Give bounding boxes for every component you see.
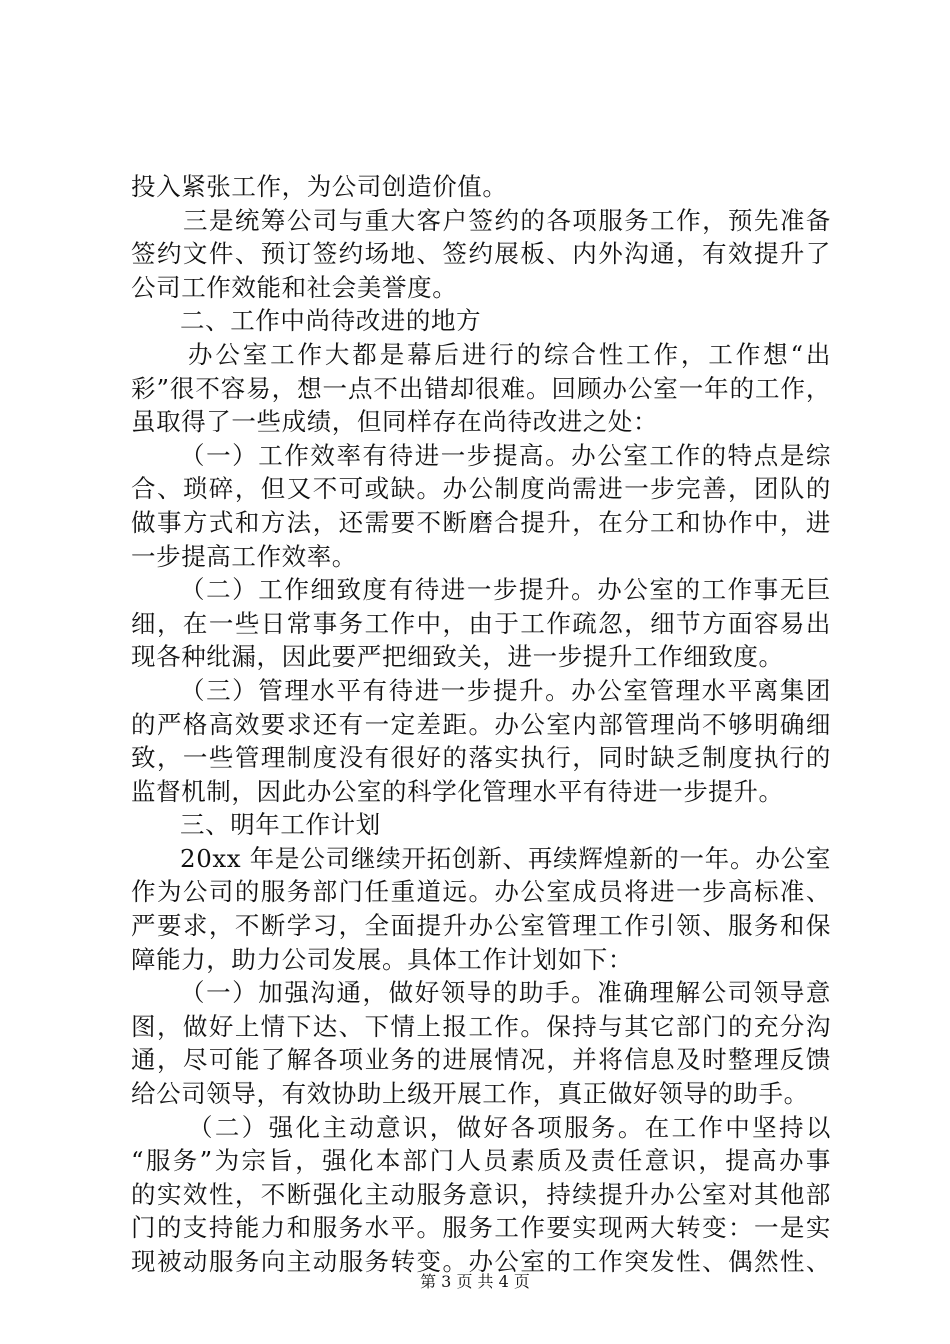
- text-line: 现被动服务向主动服务转变。办公室的工作突发性、偶然性、: [131, 1247, 831, 1276]
- text-line: 做事方式和方法，还需要不断磨合提升，在分工和协作中，进: [131, 507, 831, 537]
- text-line: 严要求，不断学习，全面提升办公室管理工作引领、服务和保: [131, 911, 831, 941]
- text-line: 通，尽可能了解各项业务的进展情况，并将信息及时整理反馈: [131, 1045, 831, 1075]
- text-line: 办公室工作大都是幕后进行的综合性工作，工作想“出: [188, 339, 831, 369]
- text-line: 障能力，助力公司发展。具体工作计划如下：: [131, 944, 633, 974]
- text-line: “服务”为宗旨，强化本部门人员素质及责任意识，提高办事: [131, 1146, 831, 1176]
- page-footer: [0, 1272, 950, 1292]
- text-line: （一）工作效率有待进一步提高。办公室工作的特点是综: [180, 440, 831, 470]
- text-line: （二）强化主动意识，做好各项服务。在工作中坚持以: [188, 1112, 831, 1142]
- text-line: 二、工作中尚待改进的地方: [180, 306, 482, 336]
- text-line: 现各种纰漏，因此要严把细致关，进一步提升工作细致度。: [131, 642, 784, 672]
- text-line: 20xx 年是公司继续开拓创新、再续辉煌新的一年。办公室: [180, 843, 831, 873]
- text-line: 三、明年工作计划: [180, 810, 381, 840]
- text-line: 虽取得了一些成绩，但同样存在尚待改进之处：: [131, 407, 659, 437]
- text-line: 签约文件、预订签约场地、签约展板、内外沟通，有效提升了: [131, 239, 831, 269]
- text-line: （二）工作细致度有待进一步提升。办公室的工作事无巨: [180, 575, 831, 605]
- text-line: 合、琐碎，但又不可或缺。办公制度尚需进一步完善，团队的: [131, 474, 831, 504]
- text-line: 的严格高效要求还有一定差距。办公室内部管理尚不够明确细: [131, 709, 831, 739]
- text-line: 监督机制，因此办公室的科学化管理水平有待进一步提升。: [131, 776, 784, 806]
- page-number-label: 第 3 页 共 4 页: [420, 1272, 530, 1291]
- text-line: （三）管理水平有待进一步提升。办公室管理水平离集团: [180, 675, 831, 705]
- document-body: [131, 170, 831, 1279]
- text-line: 公司工作效能和社会美誉度。: [131, 272, 458, 302]
- text-line: 致，一些管理制度没有很好的落实执行，同时缺乏制度执行的: [131, 743, 831, 773]
- text-line: 的实效性，不断强化主动服务意识，持续提升办公室对其他部: [131, 1179, 831, 1209]
- text-line: （一）加强沟通，做好领导的助手。准确理解公司领导意: [180, 978, 831, 1008]
- text-line: 门的支持能力和服务水平。服务工作要实现两大转变：一是实: [131, 1213, 831, 1243]
- text-line: 图，做好上情下达、下情上报工作。保持与其它部门的充分沟: [131, 1011, 831, 1041]
- text-line: 细，在一些日常事务工作中，由于工作疏忽，细节方面容易出: [131, 608, 831, 638]
- text-line: 彩”很不容易，想一点不出错却很难。回顾办公室一年的工作，: [131, 373, 831, 403]
- text-line: 投入紧张工作，为公司创造价值。: [131, 172, 508, 201]
- text-line: 三是统筹公司与重大客户签约的各项服务工作，预先准备: [183, 205, 831, 235]
- text-line: 给公司领导，有效协助上级开展工作，真正做好领导的助手。: [131, 1079, 809, 1109]
- text-line: 作为公司的服务部门任重道远。办公室成员将进一步高标准、: [131, 877, 831, 907]
- text-line: 一步提高工作效率。: [131, 541, 357, 571]
